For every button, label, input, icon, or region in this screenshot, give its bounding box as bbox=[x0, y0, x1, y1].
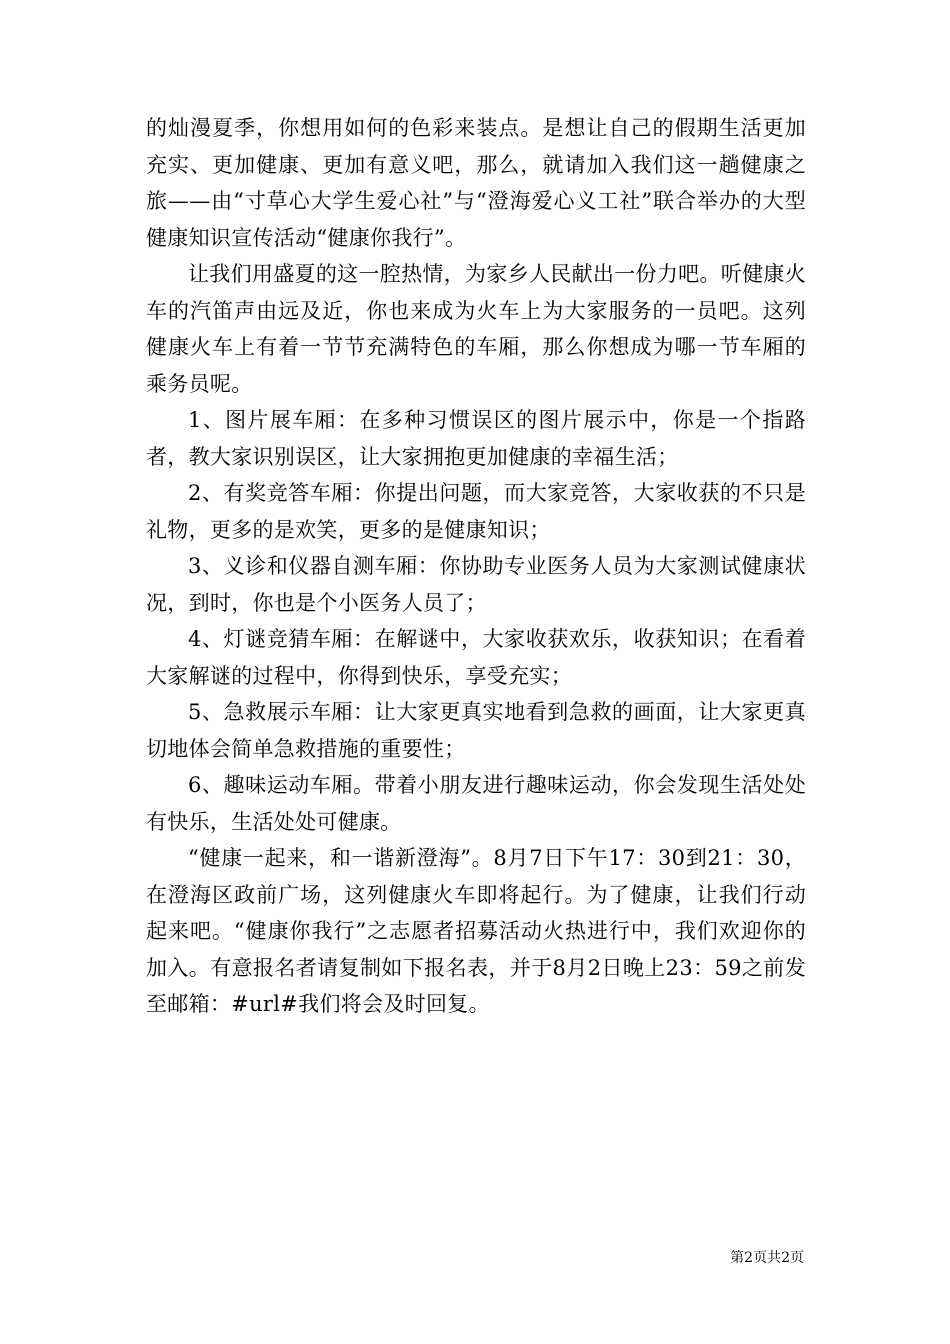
page-number: 第2页共2页 bbox=[730, 1250, 804, 1266]
document-body bbox=[146, 110, 806, 1023]
list-item-sports: 6、趣味运动车厢。带着小朋友进行趣味运动，你会发现生活处处有快乐，生活处处可健康。 bbox=[146, 773, 806, 834]
list-item-first-aid: 5、急救展示车厢：让大家更真实地看到急救的画面，让大家更真切地体会简单急救措施的重要性； bbox=[146, 700, 806, 761]
paragraph-closing: “健康一起来，和一谐新澄海”。8月7日下午17：30到21：30，在澄海区政前广场，这列健康火车即将起行。为了健康，让我们行动起来吧。“健康你我行”之志愿者招募活动火热进行中，我们欢迎你的加入。有意报名者请复制如下报名表，并于8月2日晚上23：59之前发至邮箱：#url#我们将会及时回复。 bbox=[146, 846, 806, 1016]
list-item-clinic: 3、义诊和仪器自测车厢：你协助专业医务人员为大家测试健康状况，到时，你也是个小医务人员了； bbox=[146, 554, 806, 615]
paragraph-invitation: 让我们用盛夏的这一腔热情，为家乡人民献出一份力吧。听健康火车的汽笛声由远及近，你也来成为火车上为大家服务的一员吧。这列健康火车上有着一节节充满特色的车厢，那么你想成为哪一节车厢的乘务员呢。 bbox=[146, 262, 806, 396]
list-item-photo-exhibit: 1、图片展车厢：在多种习惯误区的图片展示中，你是一个指路者，教大家识别误区，让大家拥抱更加健康的幸福生活； bbox=[146, 408, 806, 469]
list-item-quiz: 2、有奖竞答车厢：你提出问题，而大家竞答，大家收获的不只是礼物，更多的是欢笑，更多的是健康知识； bbox=[146, 481, 806, 542]
paragraph-intro: 的灿漫夏季，你想用如何的色彩来装点。是想让自己的假期生活更加充实、更加健康、更加有意义吧，那么，就请加入我们这一趟健康之旅——由“寸草心大学生爱心社”与“澄海爱心义工社”联合举办的大型健康知识宣传活动“健康你我行”。 bbox=[146, 116, 806, 250]
list-item-riddles: 4、灯谜竞猜车厢：在解谜中，大家收获欢乐，收获知识；在看着大家解谜的过程中，你得到快乐，享受充实； bbox=[146, 627, 806, 688]
